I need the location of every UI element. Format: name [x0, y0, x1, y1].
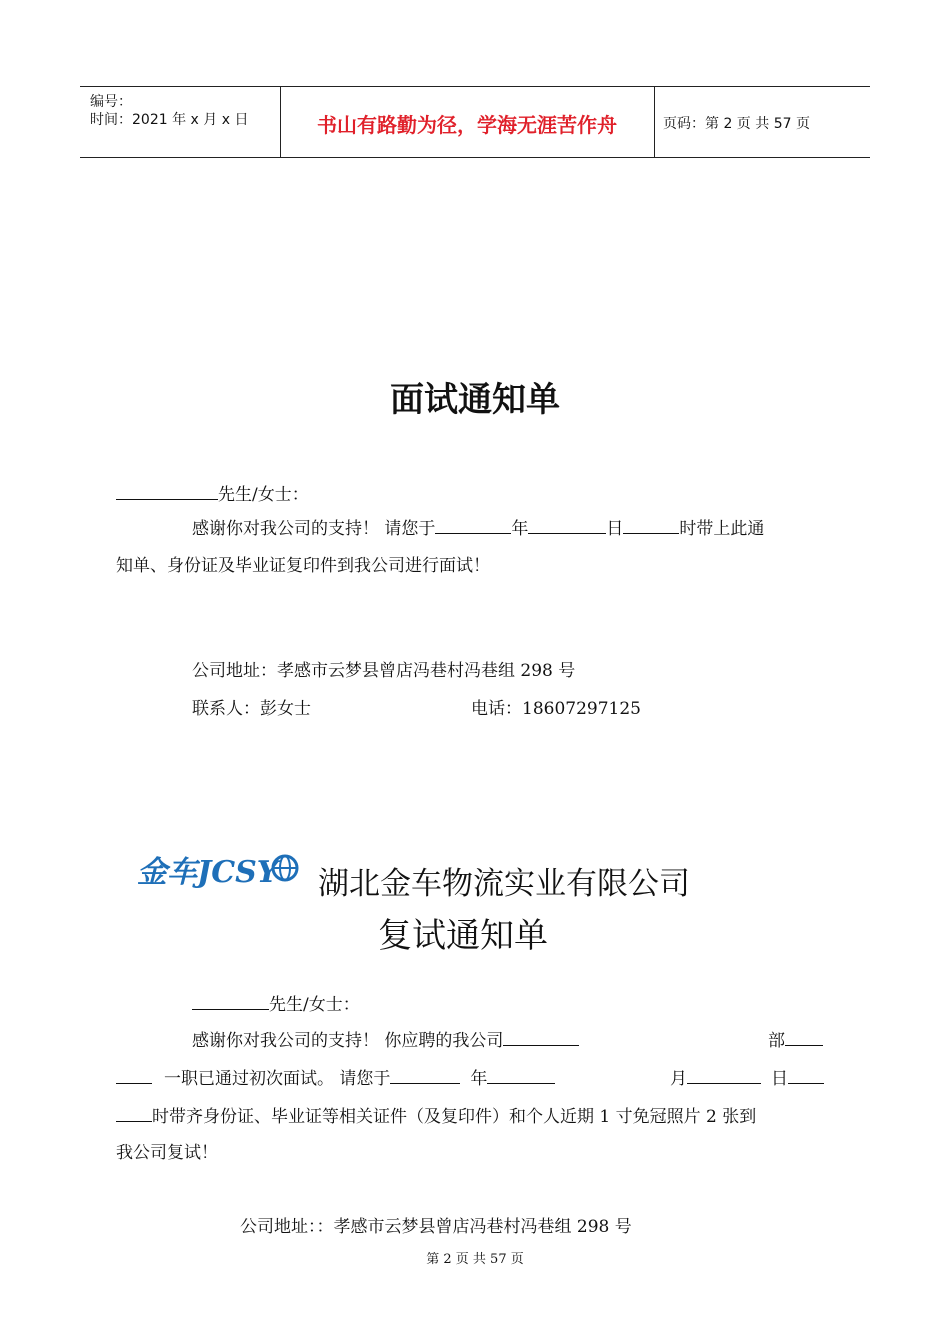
- notice2-text: 一职已通过初次面试。 请您于: [164, 1069, 391, 1089]
- year-blank[interactable]: [435, 532, 511, 534]
- year-blank[interactable]: [390, 1082, 460, 1084]
- company-logo: [135, 848, 303, 892]
- notice1-contact: 联系人：彭女士: [192, 699, 311, 719]
- hour-blank-cont[interactable]: [116, 1120, 152, 1122]
- interview-notice-title: 面试通知单: [390, 380, 560, 420]
- notice1-line2: 知单、身份证及毕业证复印件到我公司进行面试！: [116, 556, 490, 576]
- dept-field: [768, 1026, 823, 1051]
- year-label: 年: [511, 519, 529, 539]
- motto: 书山有路勤为径，学海无涯苦作舟: [317, 113, 617, 137]
- month-day-field: [670, 1064, 824, 1089]
- page-header: [80, 86, 870, 158]
- notice2-text: 感谢你对我公司的支持！ 你应聘的我公司: [192, 1031, 504, 1051]
- notice2-address: 公司地址：：孝感市云梦县曾店冯巷村冯巷组 298 号: [240, 1217, 632, 1237]
- company-blank[interactable]: [503, 1044, 579, 1046]
- company-name: 湖北金车物流实业有限公司: [318, 866, 690, 902]
- reinterview-notice-title: 复试通知单: [378, 916, 548, 956]
- header-meta: [90, 93, 248, 129]
- header-divider: [654, 87, 655, 157]
- name-blank[interactable]: [116, 498, 218, 500]
- salutation-line-2: [192, 990, 360, 1015]
- day-label: 日: [606, 519, 624, 539]
- notice1-text: 感谢你对我公司的支持！ 请您于: [192, 519, 436, 539]
- hour-blank[interactable]: [788, 1082, 824, 1084]
- month-label: 月: [670, 1069, 687, 1089]
- notice2-line3: [116, 1102, 756, 1127]
- name-blank[interactable]: [192, 1008, 269, 1010]
- notice2-text: 时带齐身份证、毕业证等相关证件（及复印件）和个人近期 1 寸免冠照片 2 张到: [152, 1107, 757, 1127]
- dept-blank[interactable]: [785, 1044, 823, 1046]
- page-info: 页码：第 2 页 共 57 页: [663, 116, 810, 132]
- dept-label: 部: [768, 1031, 785, 1051]
- notice1-line1: [192, 514, 764, 539]
- dept-blank-cont[interactable]: [116, 1082, 152, 1084]
- globe-icon: [273, 856, 297, 880]
- hour-blank[interactable]: [623, 532, 679, 534]
- day-label: 日: [771, 1069, 788, 1089]
- month-blank[interactable]: [487, 1082, 555, 1084]
- notice1-address: 公司地址：孝感市云梦县曾店冯巷村冯巷组 298 号: [192, 661, 576, 681]
- notice1-text: 时带上此通: [679, 519, 765, 539]
- salutation-line: [116, 480, 309, 505]
- day-blank[interactable]: [528, 532, 606, 534]
- number-label: 编号：: [90, 94, 132, 110]
- year-label: 年: [470, 1069, 488, 1089]
- salutation: 先生/女士：: [218, 485, 309, 505]
- logo-text: 金车JCSY: [137, 855, 279, 890]
- page-footer: 第 2 页 共 57 页: [426, 1252, 524, 1267]
- notice2-line4: 我公司复试！: [116, 1143, 218, 1163]
- time-label: 时间：2021 年 x 月 x 日: [90, 112, 249, 128]
- notice2-line2: [116, 1064, 555, 1089]
- notice1-phone: 电话：18607297125: [471, 699, 641, 719]
- salutation: 先生/女士：: [269, 995, 360, 1015]
- day-blank[interactable]: [687, 1082, 761, 1084]
- notice2-line1: [192, 1026, 579, 1051]
